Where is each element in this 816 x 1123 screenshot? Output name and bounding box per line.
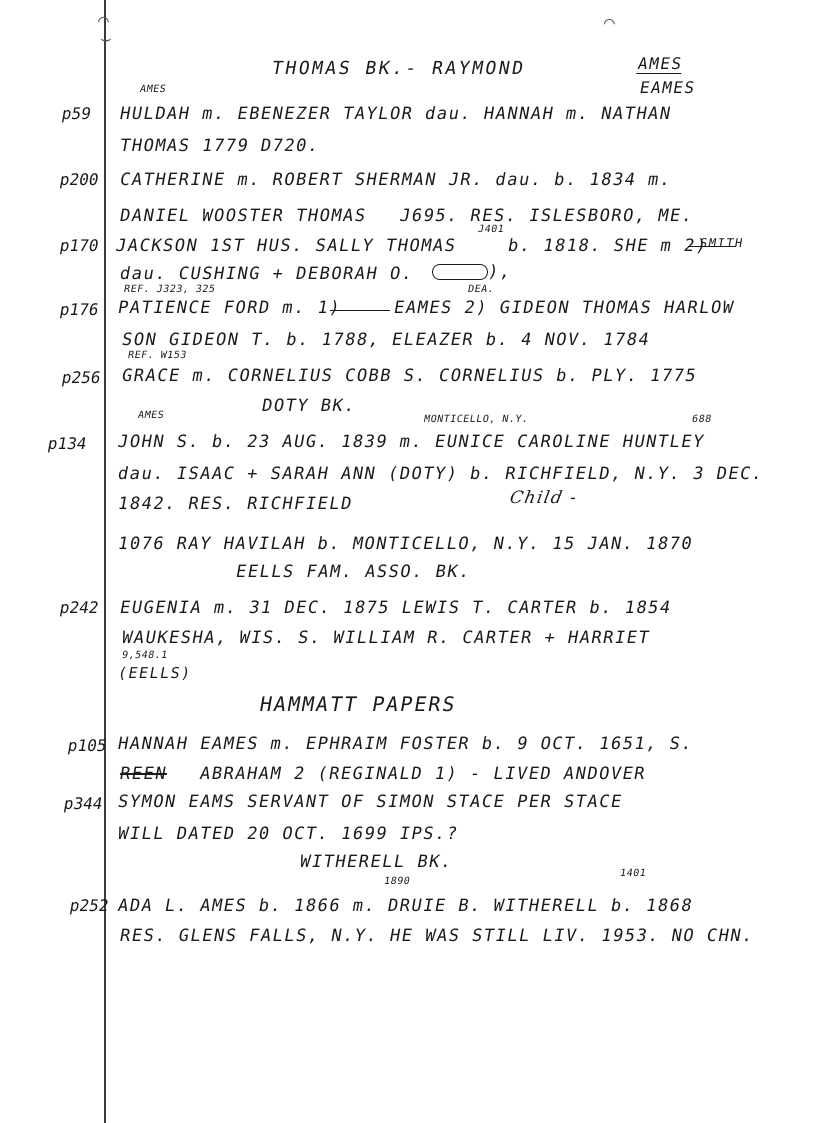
entry-line: SON GIDEON T. b. 1788, ELEAZER b. 4 NOV. 1784 — [120, 330, 652, 350]
section-heading: WITHERELL BK. — [298, 852, 455, 872]
blank-line — [330, 300, 390, 311]
entry-line: 1076 RAY HAVILAH b. MONTICELLO, N.Y. 15 JAN. 1870 — [116, 534, 695, 554]
entry-note: AMES — [137, 410, 166, 421]
entry-line: SYMON EAMS SERVANT OF SIMON STACE PER STACE — [116, 792, 625, 812]
page-ref: p134 — [46, 434, 89, 453]
section-heading: DOTY BK. — [260, 396, 358, 416]
punch-mark-left: ⌣ — [100, 28, 112, 49]
entry-line: EAMES 2) GIDEON THOMAS HARLOW — [392, 298, 737, 318]
entry-line: ADA L. AMES b. 1866 m. DRUIE B. WITHERELL b. 1868 — [116, 896, 695, 916]
entry-line: EUGENIA m. 31 DEC. 1875 LEWIS T. CARTER b. 1854 — [118, 598, 674, 618]
entry-superscript: 1890 — [383, 876, 412, 887]
entry-note: MONTICELLO, N.Y. — [423, 414, 530, 425]
entry-line: dau. CUSHING + DEBORAH O. — [118, 264, 416, 284]
surname-eames: EAMES — [638, 78, 698, 97]
entry-note: AMES — [139, 84, 168, 95]
blank-oval — [432, 264, 488, 280]
entry-superscript: 1401 — [619, 868, 648, 879]
entry-line: GRACE m. CORNELIUS COBB S. CORNELIUS b. PLY. 1775 — [120, 366, 699, 386]
page-ref: p170 — [58, 236, 101, 255]
entry-note: (EELLS) — [116, 664, 194, 682]
struck-text: REEN — [118, 764, 169, 784]
entry-line: WAUKESHA, WIS. S. WILLIAM R. CARTER + HARRIET — [120, 628, 652, 648]
entry-line: WILL DATED 20 OCT. 1699 IPS.? — [116, 824, 461, 844]
section-heading: HAMMATT PAPERS — [257, 692, 459, 716]
entry-line: b. 1818. SHE m 2) — [506, 236, 710, 256]
page-ref: p344 — [62, 794, 105, 813]
entry-line: JACKSON 1ST HUS. SALLY THOMAS — [114, 236, 459, 256]
entry-line: HULDAH m. EBENEZER TAYLOR dau. HANNAH m. NATHAN — [118, 104, 674, 124]
entry-line: ), — [486, 262, 514, 282]
entry-note: DEA. — [467, 284, 496, 295]
entry-line: HANNAH EAMES m. EPHRAIM FOSTER b. 9 OCT. 1651, S. — [116, 734, 695, 754]
entry-line: PATIENCE FORD m. 1) — [116, 298, 343, 318]
entry-note: 9,548.1 — [121, 650, 169, 661]
page-title: THOMAS BK.- RAYMOND — [270, 58, 528, 79]
entry-line: SMITH — [698, 236, 745, 250]
page-ref: p252 — [68, 896, 111, 915]
entry-note: REF. J323, 325 — [123, 284, 217, 295]
entry-line: JOHN S. b. 23 AUG. 1839 m. EUNICE CAROLINE HUNTLEY — [116, 432, 707, 452]
entry-line: RES. GLENS FALLS, N.Y. HE WAS STILL LIV. 1953. NO CHN. — [118, 926, 756, 946]
page-ref: p105 — [66, 736, 109, 755]
page-ref: p200 — [58, 170, 101, 189]
entry-line: J695. RES. ISLESBORO, ME. — [398, 206, 696, 226]
entry-line: DANIEL WOOSTER THOMAS — [118, 206, 369, 226]
punch-mark-right: ⌒ — [604, 12, 615, 33]
entry-line: CATHERINE m. ROBERT SHERMAN JR. dau. b. 1834 m. — [118, 170, 674, 190]
entry-line: THOMAS 1779 D720. — [118, 136, 322, 156]
margin-line — [104, 0, 106, 1123]
entry-line: ABRAHAM 2 (REGINALD 1) - LIVED ANDOVER — [198, 764, 648, 784]
section-heading: EELLS FAM. ASSO. BK. — [234, 562, 473, 582]
entry-note: REF. W153 — [127, 350, 188, 361]
page-ref: p242 — [58, 598, 101, 617]
punch-mark-top: ⌒ — [98, 10, 109, 31]
entry-line: Child - — [508, 488, 580, 508]
entry-note: 688 — [691, 414, 713, 425]
entry-superscript: J401 — [477, 224, 506, 235]
surname-ames: AMES — [636, 54, 685, 73]
entry-line: 1842. RES. RICHFIELD — [116, 494, 355, 514]
page-ref: p59 — [60, 104, 93, 123]
page-ref: p176 — [58, 300, 101, 319]
entry-line: dau. ISAAC + SARAH ANN (DOTY) b. RICHFIELD, N.Y. 3 DEC. — [116, 464, 766, 484]
page-ref: p256 — [60, 368, 103, 387]
